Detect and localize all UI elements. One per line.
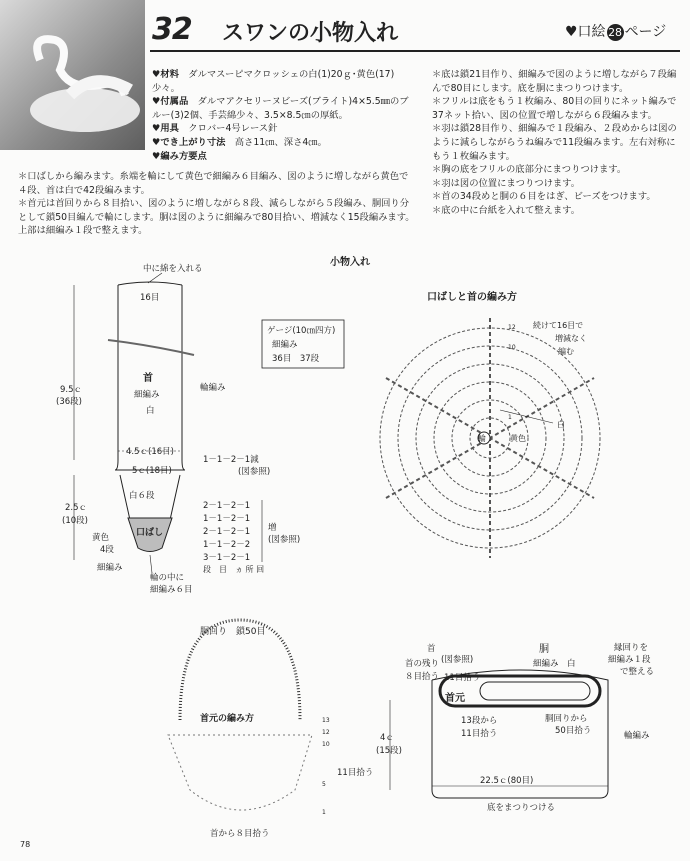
svg-text:2－1－2－1: 2－1－2－1	[203, 501, 251, 511]
svg-text:(図参照): (図参照)	[268, 535, 301, 545]
svg-text:輪の中に: 輪の中に	[150, 573, 185, 583]
svg-text:1－1－2－1: 1－1－2－1	[203, 514, 251, 524]
svg-text:(36段): (36段)	[56, 397, 82, 407]
pattern-number: 32	[152, 12, 192, 47]
svg-text:(図参照): (図参照)	[238, 467, 271, 477]
svg-text:4ｃ: 4ｃ	[380, 733, 394, 743]
svg-text:細編み: 細編み	[97, 563, 123, 573]
svg-text:13段から: 13段から	[461, 716, 498, 726]
svg-text:(15段): (15段)	[376, 746, 402, 756]
svg-text:1－1－2－2: 1－1－2－2	[203, 540, 251, 550]
svg-text:黄色: 黄色	[92, 533, 110, 543]
svg-text:2.5ｃ: 2.5ｃ	[65, 503, 88, 513]
svg-text:白: 白	[557, 420, 565, 429]
info-block: ♥材料 ダルマスーピマクロッシェの白(1)20ｇ･黄色(17)少々。 ♥付属品 ダルマアクセリーヌビーズ(ブライト)4×5.5㎜のブルー(3)2個、手芸綿少々、3.5×8.5㎝の厚紙。 ♥用具 クロバー4号レース針 ♥でき上がり寸法 高さ11㎝、深さ4㎝。 ♥編み方要点	[152, 69, 409, 162]
neck-diagram	[56, 263, 344, 595]
svg-text:22.5ｃ(80目): 22.5ｃ(80目)	[480, 776, 534, 786]
svg-text:2－1－2－1: 2－1－2－1	[203, 527, 251, 537]
beak-neck-chart	[380, 290, 600, 558]
svg-text:口ばしと首の編み方: 口ばしと首の編み方	[427, 292, 517, 303]
svg-text:5ｃ(18目): 5ｃ(18目)	[132, 466, 172, 476]
svg-text:36目 37段: 36目 37段	[272, 354, 320, 364]
svg-text:首の残り: 首の残り	[405, 659, 440, 669]
photo-reference: ♥口絵 28 ページ	[565, 24, 667, 40]
svg-text:4段: 4段	[100, 545, 114, 555]
svg-text:で整える: で整える	[620, 667, 655, 677]
svg-text:9.5ｃ: 9.5ｃ	[60, 385, 83, 395]
svg-text:白: 白	[146, 406, 155, 416]
svg-text:細編み１段: 細編み１段	[608, 655, 651, 665]
svg-text:11目拾う: 11目拾う	[461, 729, 498, 739]
svg-text:輪編み: 輪編み	[624, 731, 650, 741]
svg-text:胴回りから: 胴回りから	[545, 714, 588, 724]
svg-text:増減なく: 増減なく	[555, 334, 587, 343]
svg-text:5: 5	[322, 781, 326, 788]
step-text: ＊フリルは底をもう１枚編み、80目の回りにネット編みで37ネット拾い、図の位置で増しながら６段編みます。	[432, 96, 677, 121]
svg-text:16目: 16目	[140, 293, 160, 303]
step-text: ＊首の34段めと胴の６目をはぎ、ビーズをつけます。	[432, 191, 656, 203]
increase-table	[203, 500, 300, 574]
svg-text:首から８目拾う: 首から８目拾う	[210, 829, 270, 839]
svg-text:13: 13	[322, 717, 330, 724]
svg-text:50目拾う: 50目拾う	[555, 726, 592, 736]
svg-text:編む: 編む	[558, 347, 574, 356]
svg-text:縁回りを: 縁回りを	[614, 643, 649, 653]
svg-text:12: 12	[322, 729, 330, 736]
svg-text:黄色: 黄色	[510, 434, 526, 443]
svg-text:口ばし: 口ばし	[136, 528, 164, 538]
svg-text:増: 増	[268, 523, 277, 533]
svg-text:4.5ｃ(16目): 4.5ｃ(16目)	[126, 447, 174, 457]
svg-text:首: 首	[143, 373, 153, 384]
svg-text:(図参照): (図参照)	[441, 655, 474, 665]
step-text: ＊口ばしから編みます。糸端を輪にして黄色で細編み６目編み、図のように増しながら黄色で４段、首は白で42段編みます。	[18, 171, 409, 196]
svg-text:(10段): (10段)	[62, 516, 88, 526]
svg-text:首: 首	[427, 644, 436, 654]
svg-text:輪: 輪	[478, 434, 486, 443]
svg-text:3－1－2－1: 3－1－2－1	[203, 553, 251, 563]
step-text: ＊底は鎖21目作り、細編みで図のように増しながら７段編んで80目にします。底を胴にまつりつけます。	[432, 69, 677, 94]
svg-text:11目拾う: 11目拾う	[337, 768, 374, 778]
svg-text:首元: 首元	[445, 693, 465, 704]
body-diagram	[376, 642, 654, 813]
page-number: 78	[20, 840, 31, 849]
neck-base-chart	[168, 620, 373, 839]
svg-text:胴回り 鎖50目: 胴回り 鎖50目	[200, 627, 266, 637]
svg-text:段 目 ヵ 所 回: 段 目 ヵ 所 回	[203, 565, 265, 574]
svg-text:白６段: 白６段	[129, 491, 155, 501]
svg-text:細編み６目: 細編み６目	[150, 585, 193, 595]
svg-text:11目拾う: 11目拾う	[444, 673, 481, 683]
svg-text:細編み 白: 細編み 白	[533, 659, 576, 669]
step-text: ＊胸の底をフリルの底部分にまつりつけます。	[432, 164, 627, 176]
svg-text:続けて16目で: 続けて16目で	[533, 321, 584, 330]
svg-text:ゲージ(10㎝四方): ゲージ(10㎝四方)	[267, 326, 336, 336]
step-text: ＊首元は首回りから８目拾い、図のように増しながら８段、減らしながら５段編み、胴回り分として鎖50目編んで輪にします。胴は図のように細編みで80目拾い、増減なく15段編みます。上部は細編み１段で整えます。	[18, 198, 415, 237]
step-text: ＊羽は鎖28目作り、細編みで１段編み、２段めからは図のように減らしながらうね編みで11段編みます。左右対称にもう１枚編みます。	[432, 123, 677, 162]
svg-text:中に綿を入れる: 中に綿を入れる	[143, 264, 203, 274]
svg-text:輪編み: 輪編み	[200, 383, 226, 393]
svg-text:８目拾う: ８目拾う	[405, 672, 440, 682]
svg-text:1: 1	[508, 414, 512, 421]
svg-text:細編み: 細編み	[272, 340, 298, 350]
svg-text:底をまつりつける: 底をまつりつける	[487, 803, 556, 813]
svg-text:胴: 胴	[539, 644, 549, 655]
svg-text:12: 12	[508, 324, 516, 331]
svg-text:1－1－2－1減: 1－1－2－1減	[203, 455, 259, 465]
svg-text:1: 1	[322, 809, 326, 816]
svg-text:10: 10	[508, 344, 516, 351]
diagram-title: 小物入れ	[330, 257, 370, 268]
step-text: ＊底の中に台紙を入れて整えます。	[432, 204, 581, 216]
svg-text:細編み: 細編み	[134, 390, 160, 400]
svg-text:首元の編み方: 首元の編み方	[200, 714, 255, 724]
page-title: スワンの小物入れ	[222, 21, 399, 46]
step-text: ＊羽は図の位置にまつりつけます。	[432, 177, 581, 189]
svg-text:10: 10	[322, 741, 330, 748]
